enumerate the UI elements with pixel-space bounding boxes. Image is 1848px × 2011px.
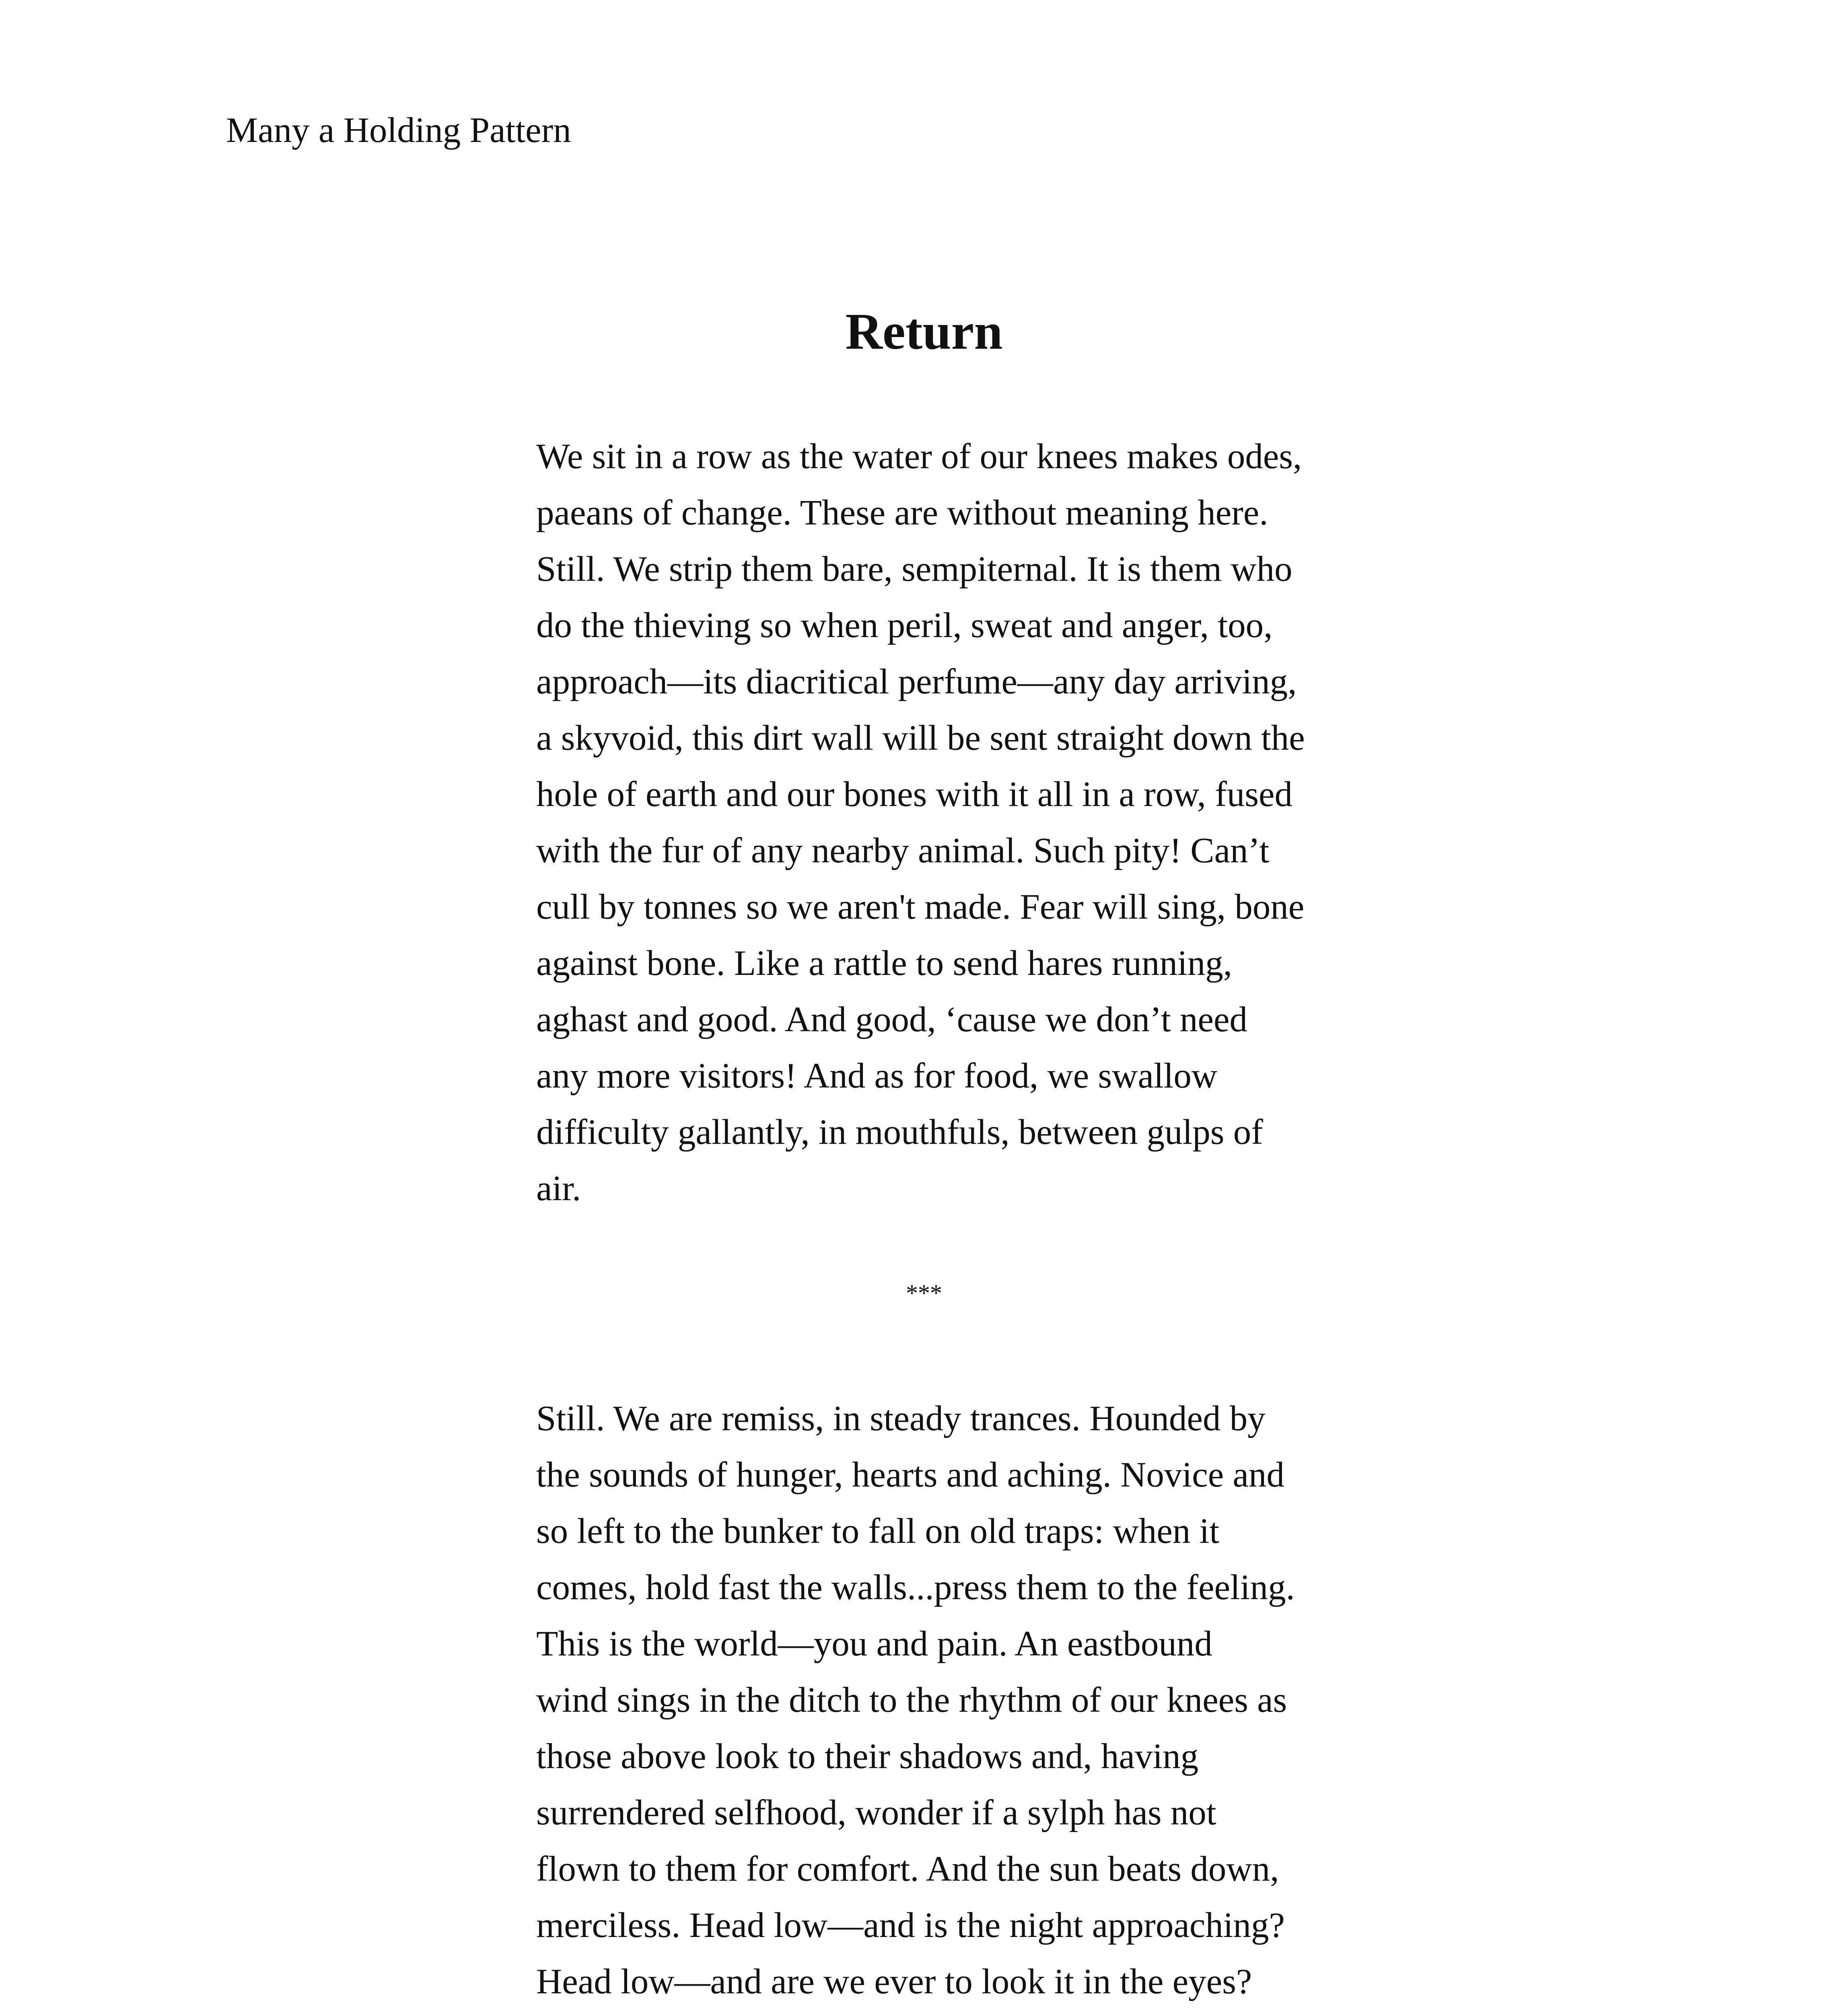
poem-line: comes, hold fast the walls...press them to the feeling.	[536, 1568, 1295, 1607]
stanza-1	[536, 428, 1341, 1217]
poem-line: This is the world—you and pain. An eastbound	[536, 1624, 1212, 1663]
poem-line: flown to them for comfort. And the sun beats down,	[536, 1849, 1279, 1889]
poem-title: Return	[845, 303, 1003, 360]
poem-line: Still. We strip them bare, sempiternal. It is them who	[536, 549, 1292, 589]
running-head: Many a Holding Pattern	[226, 111, 571, 150]
poem-line: Still. We are remiss, in steady trances. Hounded by	[536, 1399, 1266, 1438]
poem-line: We sit in a row as the water of our knees makes odes,	[536, 437, 1302, 476]
poem-line: paeans of change. These are without meaning here.	[536, 493, 1268, 533]
poem-line: approach—its diacritical perfume—any day arriving,	[536, 662, 1297, 701]
stanza-2	[536, 1390, 1341, 2011]
poem-line: with the fur of any nearby animal. Such pity! Can’t	[536, 831, 1270, 870]
poem-line: Head low—and are we ever to look it in the eyes?	[536, 1962, 1252, 2001]
poem-line: aghast and good. And good, ‘cause we don’t need	[536, 1000, 1248, 1039]
section-separator: ***	[906, 1280, 942, 1306]
poem-line: hole of earth and our bones with it all in a row, fused	[536, 775, 1293, 814]
poem-line: so left to the bunker to fall on old traps: when it	[536, 1511, 1220, 1551]
poem-line: do the thieving so when peril, sweat and anger, too,	[536, 606, 1273, 645]
poem-line: merciless. Head low—and is the night approaching?	[536, 1906, 1285, 1945]
poem-line: wind sings in the ditch to the rhythm of our knees as	[536, 1680, 1287, 1720]
poem-line: against bone. Like a rattle to send hares running,	[536, 944, 1233, 983]
poem-line: any more visitors! And as for food, we swallow	[536, 1056, 1218, 1096]
poem-line: a skyvoid, this dirt wall will be sent straight down the	[536, 718, 1305, 758]
poem-line: those above look to their shadows and, having	[536, 1737, 1199, 1776]
poem-line: air.	[536, 1169, 581, 1208]
poem-line: difficulty gallantly, in mouthfuls, between gulps of	[536, 1112, 1263, 1152]
poem-line: the sounds of hunger, hearts and aching. Novice and	[536, 1455, 1284, 1495]
poem-line: cull by tonnes so we aren't made. Fear will sing, bone	[536, 887, 1305, 927]
poem-line: surrendered selfhood, wonder if a sylph has not	[536, 1793, 1216, 1832]
